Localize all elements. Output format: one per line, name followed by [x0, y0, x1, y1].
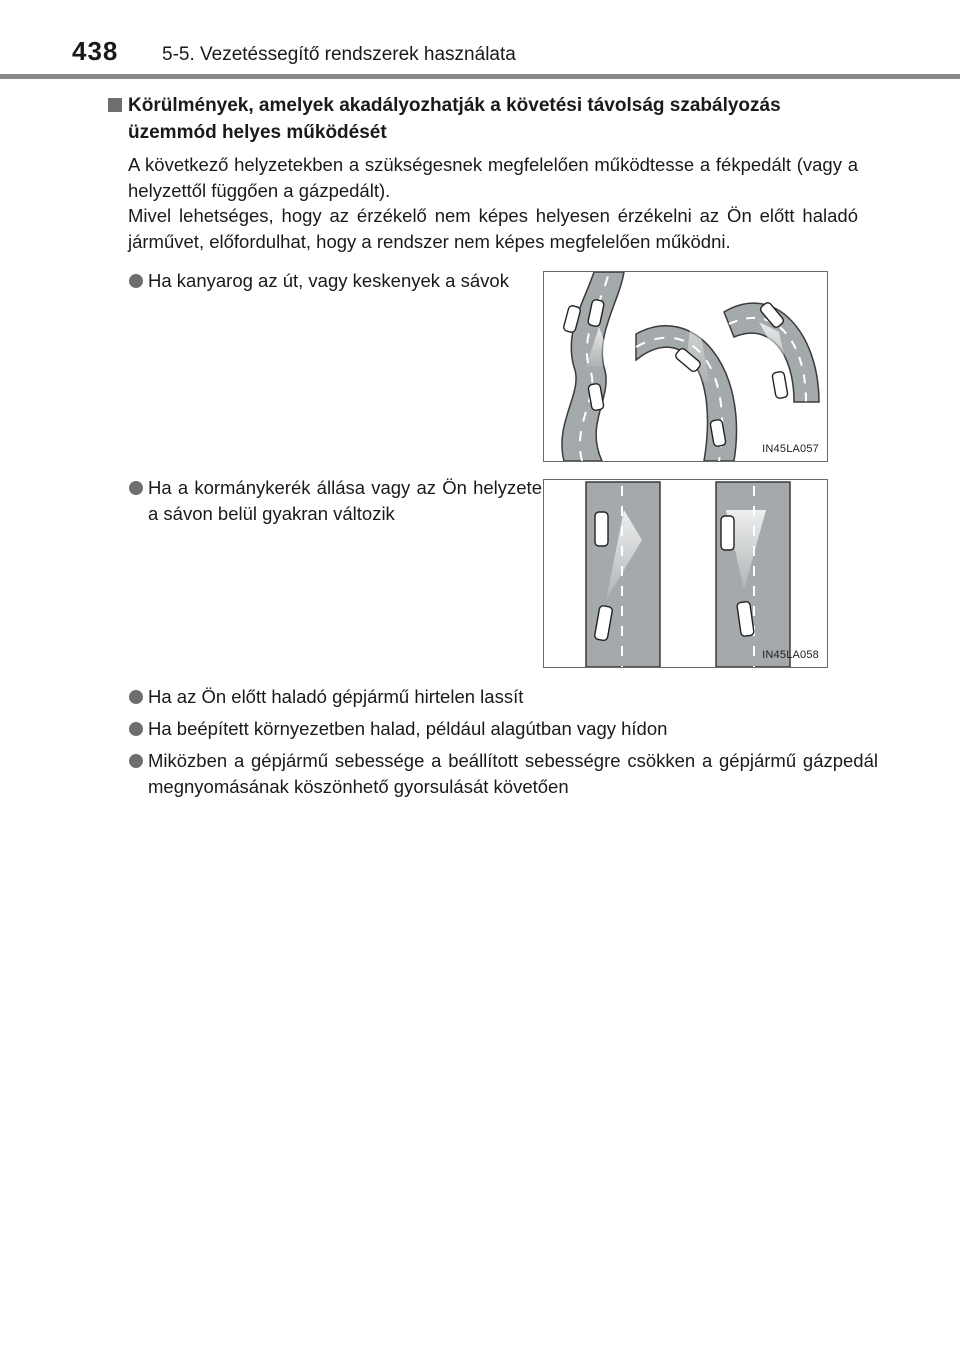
car-icon	[772, 371, 788, 399]
car-icon	[595, 512, 608, 546]
figure-code: IN45LA057	[762, 443, 819, 455]
bullet-text: Ha kanyarog az út, vagy keskenyek a sávok	[148, 270, 509, 291]
heading-text: Körülmények, amelyek akadályozhatják a követési távolság szabályozás üzemmód helyes működését	[128, 95, 781, 143]
figure-curved-road	[543, 271, 828, 462]
circle-bullet-icon	[129, 690, 143, 704]
main-content	[108, 92, 858, 254]
figure-code: IN45LA058	[762, 649, 819, 661]
straight-road-illustration	[544, 480, 827, 667]
bullet-item	[128, 684, 878, 710]
curved-road-illustration	[544, 272, 827, 461]
section-title: 5-5. Vezetéssegítő rendszerek használata	[162, 44, 516, 65]
page-header	[0, 0, 960, 80]
circle-bullet-icon	[129, 274, 143, 288]
subsection-heading	[108, 92, 858, 146]
bullet-item	[128, 475, 542, 527]
bullet-item	[128, 716, 878, 742]
paragraph-2: Mivel lehetséges, hogy az érzékelő nem képes helyesen érzékelni az Ön előtt haladó járművet, előfordulhat, hogy a rendszer nem képes megfelelően működni.	[128, 205, 858, 252]
car-icon	[721, 516, 734, 550]
bullet-text: Ha az Ön előtt haladó gépjármű hirtelen lassít	[148, 686, 524, 707]
square-bullet-icon	[108, 98, 122, 112]
paragraph-1: A következő helyzetekben a szükségesnek megfelelően működtesse a fékpedált (vagy a helyzettől függően a gázpedált).	[128, 154, 858, 201]
bullet-text: Ha beépített környezetben halad, például alagútban vagy hídon	[148, 718, 668, 739]
figure-straight-road	[543, 479, 828, 668]
bullet-item	[128, 748, 878, 800]
page-number: 438	[72, 36, 119, 66]
bullet-item	[128, 268, 542, 294]
bullet-text: Ha a kormánykerék állása vagy az Ön helyzete a sávon belül gyakran változik	[148, 477, 542, 524]
circle-bullet-icon	[129, 754, 143, 768]
header-rule	[0, 74, 960, 79]
bullet-text: Miközben a gépjármű sebessége a beállított sebességre csökken a gépjármű gázpedál megnyomásának köszönhető gyorsulását követően	[148, 750, 878, 797]
intro-paragraph	[128, 152, 858, 254]
circle-bullet-icon	[129, 722, 143, 736]
circle-bullet-icon	[129, 481, 143, 495]
